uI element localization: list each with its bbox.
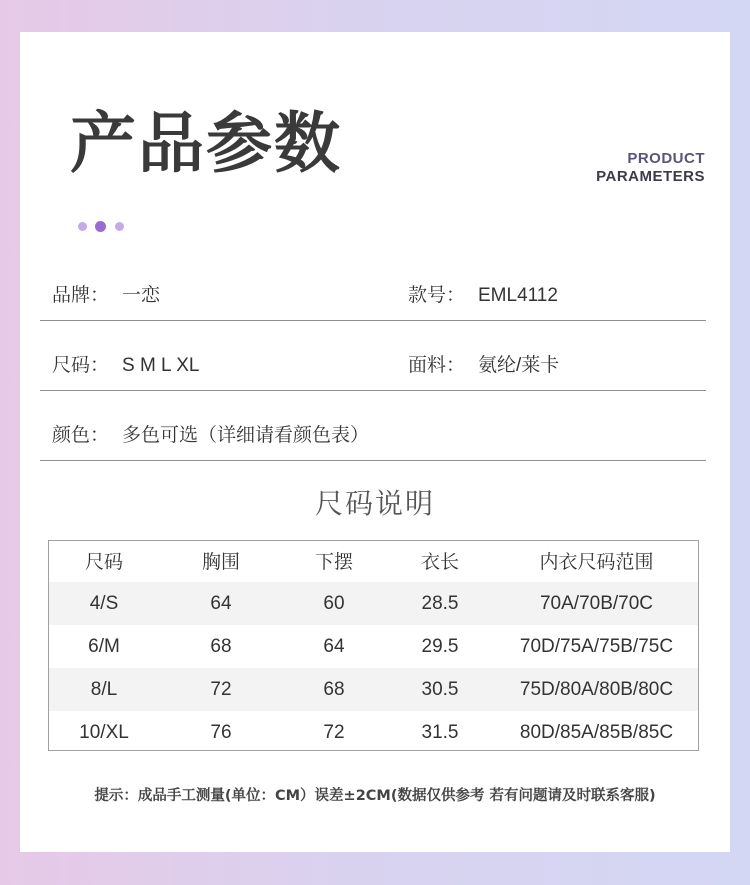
model-label: 款号：: [408, 284, 466, 306]
cell-length: 28.5: [421, 593, 459, 614]
model-value: EML4112: [478, 285, 558, 306]
cell-bust: 68: [210, 636, 232, 657]
size-chart-title: 尺码说明: [314, 487, 435, 520]
page-title: 产品参数: [70, 105, 342, 182]
subtitle-line-2: PARAMETERS: [596, 168, 705, 185]
size-label: 尺码：: [52, 354, 110, 376]
cell-bra-size: 75D/80A/80B/80C: [519, 679, 674, 700]
cell-bra-size: 80D/85A/85B/85C: [519, 722, 674, 743]
brand-field: [52, 250, 160, 320]
subtitle-line-1: PRODUCT: [627, 150, 705, 167]
cell-size: 10/XL: [79, 722, 129, 743]
cell-size: 6/M: [88, 636, 120, 657]
dot-icon: [95, 221, 106, 232]
cell-hem: 64: [323, 636, 345, 657]
cell-size: 8/L: [90, 679, 118, 700]
info-row-color: [40, 390, 706, 461]
color-label: 颜色：: [52, 424, 110, 446]
fabric-field: [408, 320, 559, 390]
parameters-card: [20, 32, 730, 852]
color-value: 多色可选（详细请看颜色表）: [122, 425, 370, 446]
size-value: S M L XL: [122, 355, 200, 376]
brand-value: 一恋: [122, 285, 161, 306]
cell-hem: 60: [323, 593, 345, 614]
cell-bust: 76: [210, 722, 232, 743]
dot-icon: [115, 222, 124, 231]
cell-bra-size: 70D/75A/75B/75C: [519, 636, 674, 657]
cell-length: 30.5: [421, 679, 459, 700]
table-header-row: [49, 541, 698, 584]
fabric-label: 面料：: [408, 354, 466, 376]
header-bra-size: 内衣尺码范围: [539, 552, 654, 573]
info-row-size-fabric: [40, 320, 706, 391]
table-row: [49, 582, 698, 625]
info-row-brand-model: [40, 250, 706, 321]
cell-length: 31.5: [421, 722, 459, 743]
cell-bust: 72: [210, 679, 232, 700]
header-size: 尺码: [84, 552, 123, 573]
header-length: 衣长: [420, 552, 459, 573]
page-subtitle: [596, 150, 705, 186]
cell-bust: 64: [210, 593, 232, 614]
cell-size: 4/S: [89, 593, 119, 614]
size-field: [52, 320, 199, 390]
table-row: [49, 668, 698, 711]
color-field: [52, 390, 369, 460]
model-field: [408, 250, 558, 320]
cell-hem: 72: [323, 722, 345, 743]
brand-label: 品牌：: [52, 284, 110, 306]
header-hem: 下摆: [314, 552, 353, 573]
measurement-note: 提示：成品手工测量(单位：CM）误差±2CM(数据仅供参考 若有问题请及时联系客服): [94, 788, 656, 804]
dot-icon: [78, 222, 87, 231]
table-row: [49, 711, 698, 754]
size-chart-table: [48, 540, 699, 751]
cell-length: 29.5: [421, 636, 459, 657]
cell-hem: 68: [323, 679, 345, 700]
table-row: [49, 625, 698, 668]
cell-bra-size: 70A/70B/70C: [539, 593, 654, 614]
fabric-value: 氨纶/莱卡: [478, 355, 560, 376]
header-bust: 胸围: [201, 552, 240, 573]
